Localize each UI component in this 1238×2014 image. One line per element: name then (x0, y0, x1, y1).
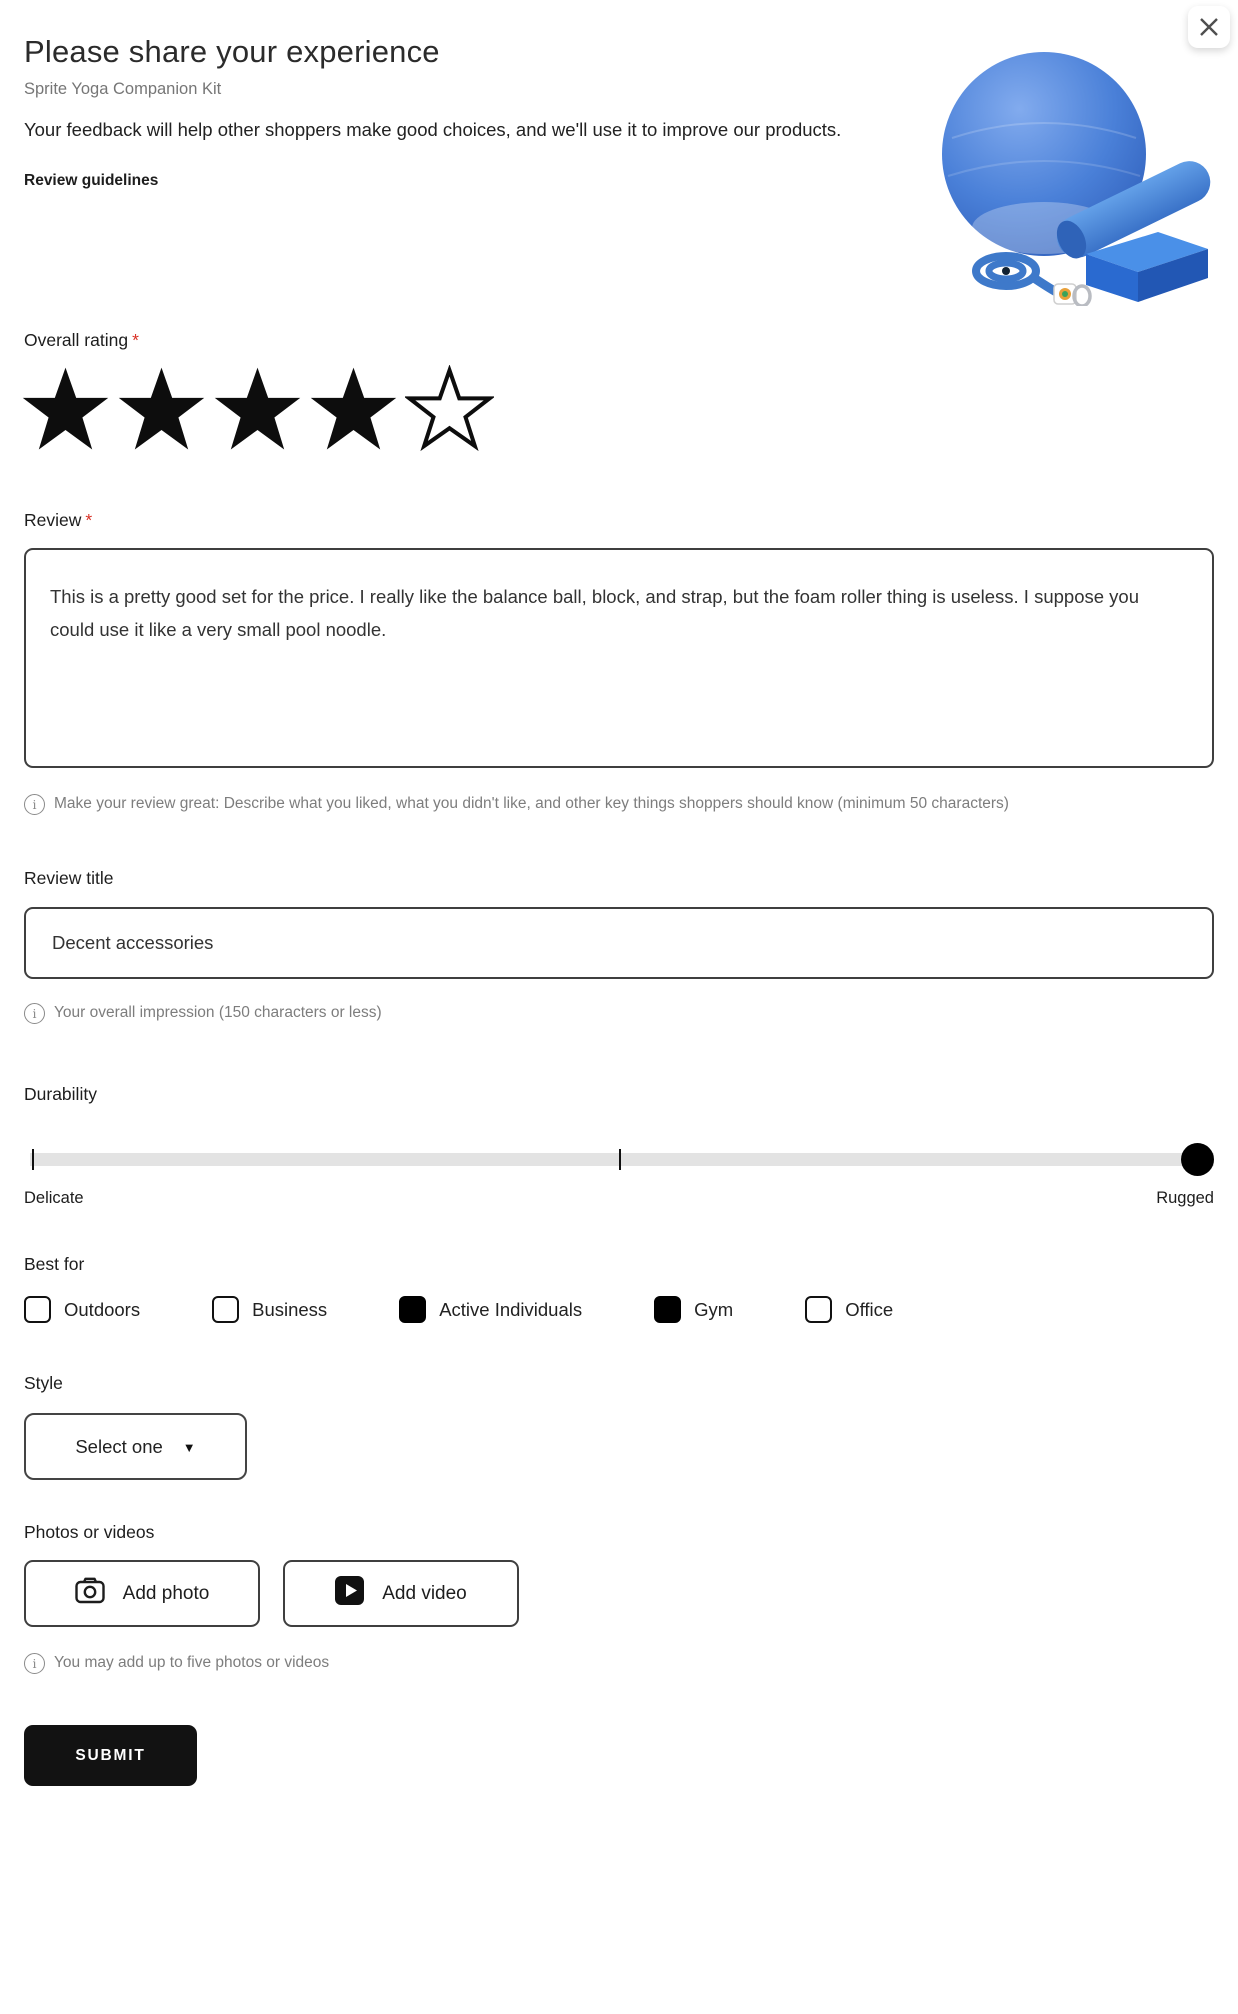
checkbox-active-individuals[interactable] (399, 1296, 582, 1323)
media-buttons (24, 1560, 1214, 1627)
slider-labels (24, 1189, 1214, 1208)
checkbox-checked-icon[interactable] (654, 1296, 681, 1323)
best-for-section (24, 1254, 1214, 1323)
star-filled-icon[interactable] (117, 365, 206, 454)
submit-button[interactable]: SUBMIT (24, 1725, 197, 1786)
product-name: Sprite Yoga Companion Kit (24, 80, 222, 98)
review-title-section (24, 868, 1214, 1029)
star-filled-icon[interactable] (21, 365, 110, 454)
review-title-helper: i Your overall impression (150 characters or less) (24, 997, 1214, 1029)
best-for-options (24, 1296, 1214, 1323)
camera-icon (75, 1577, 105, 1610)
review-textarea[interactable] (24, 548, 1214, 768)
slider-track[interactable] (30, 1153, 1214, 1166)
checkbox-outdoors[interactable] (24, 1296, 140, 1323)
checkbox-unchecked-icon[interactable] (805, 1296, 832, 1323)
durability-label: Durability (24, 1084, 97, 1104)
overall-rating-label: Overall rating * (24, 330, 139, 350)
style-select[interactable] (24, 1413, 247, 1480)
star-filled-icon[interactable] (309, 365, 398, 454)
add-video-button[interactable]: Add video (283, 1560, 519, 1627)
star-filled-icon[interactable] (213, 365, 302, 454)
slider-tick-mid (619, 1149, 621, 1170)
media-section (24, 1522, 1214, 1679)
review-label: Review * (24, 510, 93, 530)
required-asterisk: * (85, 510, 93, 530)
play-video-icon (335, 1576, 364, 1611)
info-icon: i (24, 1003, 45, 1024)
checkbox-label: Office (845, 1298, 894, 1320)
required-asterisk: * (132, 330, 139, 350)
media-label: Photos or videos (24, 1522, 155, 1542)
media-helper: i You may add up to five photos or videos (24, 1647, 1214, 1679)
durability-slider[interactable] (24, 1143, 1214, 1176)
slider-max-label: Rugged (1156, 1189, 1214, 1207)
checkbox-label: Business (252, 1298, 328, 1320)
style-label: Style (24, 1373, 63, 1393)
best-for-label: Best for (24, 1254, 85, 1274)
slider-min-label: Delicate (24, 1189, 84, 1207)
star-rating-control[interactable] (21, 365, 1214, 454)
review-helper: i Make your review great: Describe what you liked, what you didn't like, and other key things shoppers should know (minimum 50 characters) (24, 788, 1124, 820)
info-icon: i (24, 1653, 45, 1674)
review-guidelines-link[interactable]: Review guidelines (24, 172, 159, 189)
intro-text: Your feedback will help other shoppers make good choices, and we'll use it to improve our products. (24, 119, 842, 140)
page-title: Please share your experience (24, 34, 440, 69)
style-select-value: Select one (75, 1435, 163, 1457)
star-empty-icon[interactable] (405, 365, 494, 454)
checkbox-checked-icon[interactable] (399, 1296, 426, 1323)
add-photo-button[interactable]: Add photo (24, 1560, 260, 1627)
info-icon: i (24, 794, 45, 815)
product-image (934, 38, 1216, 306)
checkbox-label: Outdoors (64, 1298, 141, 1320)
checkbox-label: Gym (694, 1298, 734, 1320)
close-icon (1198, 16, 1220, 38)
review-title-input[interactable] (24, 907, 1214, 979)
slider-thumb[interactable] (1181, 1143, 1214, 1176)
overall-rating-section (24, 330, 1214, 454)
review-title-label: Review title (24, 868, 114, 888)
chevron-down-icon: ▼ (182, 1440, 196, 1455)
checkbox-gym[interactable] (654, 1296, 733, 1323)
checkbox-label: Active Individuals (439, 1298, 583, 1320)
slider-tick-start (32, 1149, 34, 1170)
checkbox-unchecked-icon[interactable] (24, 1296, 51, 1323)
review-section (24, 510, 1214, 820)
durability-section (24, 1084, 1214, 1208)
checkbox-unchecked-icon[interactable] (212, 1296, 239, 1323)
style-section (24, 1373, 1214, 1480)
checkbox-office[interactable] (805, 1296, 893, 1323)
checkbox-business[interactable] (212, 1296, 327, 1323)
